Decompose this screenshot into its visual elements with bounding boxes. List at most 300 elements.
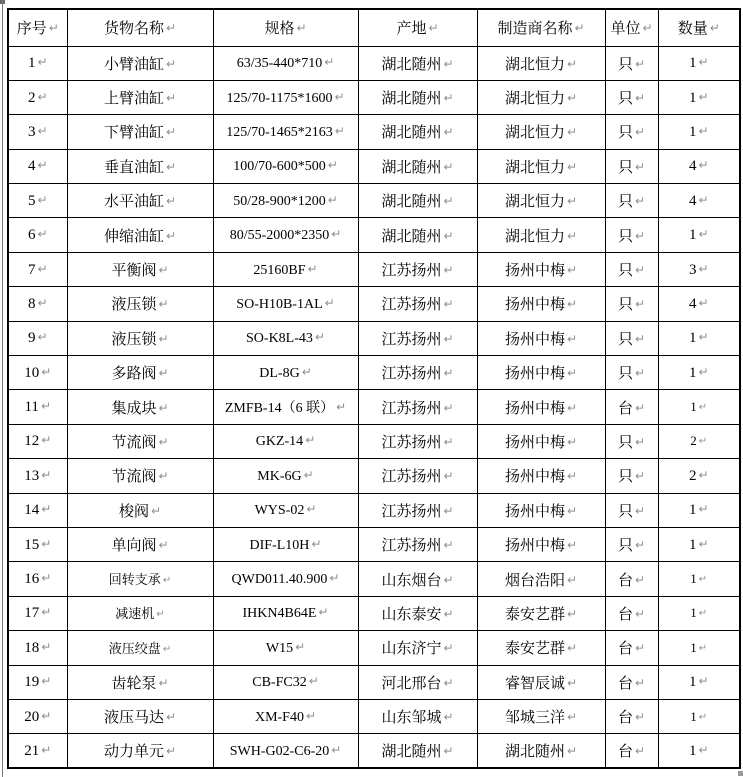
cell-unit-text: 只 bbox=[617, 331, 633, 348]
cell-unit[interactable] bbox=[605, 424, 658, 458]
cell-end-marker-icon: ↵ bbox=[41, 571, 52, 586]
cell-origin[interactable] bbox=[358, 218, 477, 252]
cell-end-marker-icon: ↵ bbox=[634, 159, 646, 174]
cell-end-marker-icon: ↵ bbox=[443, 159, 454, 174]
cell-end-marker-icon: ↵ bbox=[165, 159, 177, 174]
cell-goods-name[interactable] bbox=[67, 493, 213, 527]
cell-serial[interactable] bbox=[8, 390, 67, 424]
header-goods-name-text: 货物名称 bbox=[103, 21, 164, 38]
cell-unit[interactable] bbox=[605, 493, 658, 527]
cell-serial[interactable] bbox=[8, 665, 67, 699]
cell-goods-name[interactable] bbox=[67, 562, 213, 596]
cell-end-marker-icon: ↵ bbox=[165, 194, 177, 209]
cell-origin-text: 湖北随州 bbox=[381, 91, 442, 108]
cell-origin[interactable] bbox=[358, 699, 477, 733]
table-row bbox=[8, 149, 740, 183]
cell-manufacturer-text: 湖北恒力 bbox=[504, 159, 565, 176]
cell-manufacturer[interactable] bbox=[477, 665, 605, 699]
cell-goods-name[interactable] bbox=[67, 424, 213, 458]
cell-origin[interactable] bbox=[358, 562, 477, 596]
cell-quantity-text: 1 bbox=[688, 536, 697, 553]
cell-serial[interactable] bbox=[8, 287, 67, 321]
cell-serial[interactable] bbox=[8, 252, 67, 286]
table-row bbox=[8, 493, 740, 527]
table-row bbox=[8, 390, 740, 424]
cell-goods-name-text: 多路阀 bbox=[111, 366, 157, 383]
cell-serial[interactable] bbox=[8, 356, 67, 390]
cell-end-marker-icon: ↵ bbox=[301, 364, 312, 379]
cell-end-marker-icon: ↵ bbox=[443, 572, 454, 587]
cell-end-marker-icon: ↵ bbox=[295, 639, 306, 654]
cell-end-marker-icon: ↵ bbox=[566, 710, 578, 725]
cell-serial[interactable] bbox=[8, 46, 67, 80]
cell-goods-name[interactable] bbox=[67, 665, 213, 699]
cell-goods-name[interactable] bbox=[67, 699, 213, 733]
cell-unit[interactable] bbox=[605, 149, 658, 183]
cell-spec[interactable] bbox=[213, 493, 358, 527]
header-quantity-text: 数量 bbox=[677, 21, 708, 38]
cell-quantity-text: 1 bbox=[688, 674, 697, 691]
cell-end-marker-icon: ↵ bbox=[698, 364, 709, 379]
cell-end-marker-icon: ↵ bbox=[165, 56, 177, 71]
cell-manufacturer[interactable] bbox=[477, 631, 605, 665]
cell-manufacturer-text: 扬州中梅 bbox=[504, 503, 565, 520]
cell-manufacturer[interactable] bbox=[477, 149, 605, 183]
cell-manufacturer-text: 泰安艺群 bbox=[504, 641, 565, 658]
cell-serial-text: 14 bbox=[24, 502, 40, 519]
header-origin[interactable] bbox=[358, 9, 477, 46]
cell-quantity[interactable] bbox=[658, 218, 740, 252]
cell-origin[interactable] bbox=[358, 252, 477, 286]
cell-end-marker-icon: ↵ bbox=[443, 469, 454, 484]
cell-goods-name[interactable] bbox=[67, 631, 213, 665]
cell-quantity[interactable] bbox=[658, 149, 740, 183]
cell-quantity[interactable] bbox=[658, 424, 740, 458]
cell-origin[interactable] bbox=[358, 356, 477, 390]
cell-manufacturer[interactable] bbox=[477, 734, 605, 768]
cell-spec[interactable] bbox=[213, 46, 358, 80]
cell-end-marker-icon: ↵ bbox=[158, 400, 169, 415]
cell-manufacturer[interactable] bbox=[477, 356, 605, 390]
cell-unit[interactable] bbox=[605, 596, 658, 630]
cell-origin-text: 湖北随州 bbox=[381, 744, 442, 761]
cell-end-marker-icon: ↵ bbox=[41, 639, 52, 654]
cell-manufacturer[interactable] bbox=[477, 390, 605, 424]
cell-quantity-text: 1 bbox=[688, 55, 697, 72]
cell-goods-name[interactable] bbox=[67, 734, 213, 768]
cell-unit[interactable] bbox=[605, 699, 658, 733]
cell-end-marker-icon: ↵ bbox=[41, 364, 52, 379]
cell-origin[interactable] bbox=[358, 287, 477, 321]
cell-quantity[interactable] bbox=[658, 596, 740, 630]
cell-end-marker-icon: ↵ bbox=[165, 744, 177, 759]
cell-end-marker-icon: ↵ bbox=[334, 89, 345, 104]
cell-unit[interactable] bbox=[605, 356, 658, 390]
cell-goods-name[interactable] bbox=[67, 596, 213, 630]
cell-end-marker-icon: ↵ bbox=[634, 194, 646, 209]
cell-spec-text: ZMFB-14（6 联） bbox=[224, 401, 335, 417]
cell-origin[interactable] bbox=[358, 321, 477, 355]
cell-quantity[interactable] bbox=[658, 252, 740, 286]
cell-unit[interactable] bbox=[605, 734, 658, 768]
header-serial[interactable] bbox=[8, 9, 67, 46]
table-row bbox=[8, 631, 740, 665]
table-row bbox=[8, 562, 740, 596]
cell-goods-name[interactable] bbox=[67, 80, 213, 114]
cell-serial[interactable] bbox=[8, 149, 67, 183]
cell-quantity-text: 4 bbox=[688, 158, 697, 175]
cell-serial[interactable] bbox=[8, 321, 67, 355]
header-origin-text: 产地 bbox=[396, 21, 427, 38]
cell-goods-name[interactable] bbox=[67, 321, 213, 355]
cell-origin[interactable] bbox=[358, 596, 477, 630]
cell-unit[interactable] bbox=[605, 631, 658, 665]
cell-quantity[interactable] bbox=[658, 287, 740, 321]
cell-spec-text: CB-FC32 bbox=[252, 675, 307, 691]
cell-quantity[interactable] bbox=[658, 80, 740, 114]
cell-manufacturer[interactable] bbox=[477, 46, 605, 80]
cell-spec-text: SO-K8L-43 bbox=[246, 331, 313, 347]
cell-goods-name[interactable] bbox=[67, 149, 213, 183]
cell-origin[interactable] bbox=[358, 80, 477, 114]
cell-goods-name-text: 单向阀 bbox=[111, 538, 157, 555]
cell-serial-text: 17 bbox=[24, 605, 40, 622]
cell-unit-text: 台 bbox=[617, 744, 633, 761]
header-unit[interactable] bbox=[605, 9, 658, 46]
cell-quantity-text: 4 bbox=[688, 295, 697, 312]
cell-manufacturer[interactable] bbox=[477, 527, 605, 561]
cell-quantity[interactable] bbox=[658, 699, 740, 733]
cell-origin-text: 湖北随州 bbox=[381, 159, 442, 176]
cell-spec[interactable] bbox=[213, 631, 358, 665]
cell-unit[interactable] bbox=[605, 665, 658, 699]
cell-goods-name[interactable] bbox=[67, 287, 213, 321]
cell-manufacturer[interactable] bbox=[477, 562, 605, 596]
cell-manufacturer[interactable] bbox=[477, 184, 605, 218]
cell-unit[interactable] bbox=[605, 80, 658, 114]
cell-unit[interactable] bbox=[605, 184, 658, 218]
cell-unit[interactable] bbox=[605, 252, 658, 286]
cell-unit[interactable] bbox=[605, 390, 658, 424]
cell-spec[interactable] bbox=[213, 699, 358, 733]
cell-serial-text: 7 bbox=[27, 261, 36, 278]
cell-quantity[interactable] bbox=[658, 184, 740, 218]
table-row bbox=[8, 46, 740, 80]
cell-manufacturer-text: 泰安艺群 bbox=[504, 606, 565, 623]
cell-manufacturer[interactable] bbox=[477, 699, 605, 733]
cell-spec[interactable] bbox=[213, 287, 358, 321]
cell-unit-text: 台 bbox=[617, 641, 633, 658]
cell-origin-text: 山东烟台 bbox=[381, 572, 442, 589]
cell-serial[interactable] bbox=[8, 115, 67, 149]
cell-origin-text: 山东邹城 bbox=[381, 710, 442, 727]
cell-unit-text: 只 bbox=[617, 125, 633, 142]
cell-end-marker-icon: ↵ bbox=[566, 400, 578, 415]
cell-origin[interactable] bbox=[358, 184, 477, 218]
cell-origin[interactable] bbox=[358, 424, 477, 458]
cell-end-marker-icon: ↵ bbox=[634, 503, 646, 518]
table-row bbox=[8, 321, 740, 355]
cell-origin-text: 江苏扬州 bbox=[381, 538, 442, 555]
cell-unit[interactable] bbox=[605, 562, 658, 596]
cell-end-marker-icon: ↵ bbox=[156, 609, 165, 621]
cell-spec-text: 125/70-1175*1600 bbox=[226, 90, 333, 106]
cell-end-marker-icon: ↵ bbox=[306, 502, 317, 517]
cell-goods-name-text: 集成块 bbox=[111, 400, 157, 417]
cell-manufacturer[interactable] bbox=[477, 321, 605, 355]
cell-end-marker-icon: ↵ bbox=[698, 467, 709, 482]
cell-quantity[interactable] bbox=[658, 115, 740, 149]
cell-serial[interactable] bbox=[8, 562, 67, 596]
cell-goods-name-text: 下臂油缸 bbox=[103, 125, 164, 142]
cell-manufacturer-text: 邹城三洋 bbox=[504, 710, 565, 727]
cell-serial-text: 11 bbox=[24, 399, 39, 416]
cell-end-marker-icon: ↵ bbox=[37, 227, 48, 242]
cell-manufacturer[interactable] bbox=[477, 80, 605, 114]
cell-end-marker-icon: ↵ bbox=[37, 55, 48, 70]
cell-goods-name[interactable] bbox=[67, 252, 213, 286]
cell-serial-text: 9 bbox=[27, 330, 36, 347]
cell-origin-text: 江苏扬州 bbox=[381, 469, 442, 486]
cell-spec-text: SWH-G02-C6-20 bbox=[229, 743, 330, 759]
cell-spec[interactable] bbox=[213, 252, 358, 286]
cell-end-marker-icon: ↵ bbox=[41, 742, 52, 757]
cell-quantity[interactable] bbox=[658, 46, 740, 80]
cell-end-marker-icon: ↵ bbox=[698, 89, 709, 104]
cell-quantity-text: 1 bbox=[688, 330, 697, 347]
cell-unit-text: 只 bbox=[617, 434, 633, 451]
cell-end-marker-icon: ↵ bbox=[443, 606, 454, 621]
cell-end-marker-icon: ↵ bbox=[41, 605, 52, 620]
cell-spec-text: DL-8G bbox=[259, 365, 300, 381]
cell-serial-text: 2 bbox=[27, 89, 36, 106]
cell-end-marker-icon: ↵ bbox=[443, 641, 454, 656]
cell-serial[interactable] bbox=[8, 218, 67, 252]
cell-spec[interactable] bbox=[213, 80, 358, 114]
cell-goods-name[interactable] bbox=[67, 46, 213, 80]
cell-goods-name[interactable] bbox=[67, 115, 213, 149]
cell-spec[interactable] bbox=[213, 459, 358, 493]
cell-serial[interactable] bbox=[8, 80, 67, 114]
cell-goods-name-text: 液压锁 bbox=[111, 331, 157, 348]
cell-end-marker-icon: ↵ bbox=[698, 402, 708, 414]
table-row bbox=[8, 665, 740, 699]
cell-quantity[interactable] bbox=[658, 321, 740, 355]
cell-quantity[interactable] bbox=[658, 734, 740, 768]
cell-end-marker-icon: ↵ bbox=[303, 467, 314, 482]
cell-end-marker-icon: ↵ bbox=[698, 192, 709, 207]
cell-quantity[interactable] bbox=[658, 562, 740, 596]
cell-spec[interactable] bbox=[213, 527, 358, 561]
cell-end-marker-icon: ↵ bbox=[698, 330, 709, 345]
cell-end-marker-icon: ↵ bbox=[566, 641, 578, 656]
cell-manufacturer[interactable] bbox=[477, 459, 605, 493]
cell-origin[interactable] bbox=[358, 734, 477, 768]
cell-origin[interactable] bbox=[358, 527, 477, 561]
cell-spec[interactable] bbox=[213, 218, 358, 252]
text-boundary-line bbox=[2, 0, 3, 777]
cell-origin[interactable] bbox=[358, 459, 477, 493]
cell-quantity[interactable] bbox=[658, 665, 740, 699]
cell-quantity-text: 1 bbox=[688, 364, 697, 381]
cell-serial[interactable] bbox=[8, 734, 67, 768]
cell-end-marker-icon: ↵ bbox=[566, 572, 578, 587]
cell-goods-name-text: 上臂油缸 bbox=[103, 91, 164, 108]
table-row bbox=[8, 734, 740, 768]
cell-end-marker-icon: ↵ bbox=[443, 331, 454, 346]
cell-spec[interactable] bbox=[213, 321, 358, 355]
cell-end-marker-icon: ↵ bbox=[162, 643, 172, 655]
cell-serial-text: 3 bbox=[27, 123, 36, 140]
cell-serial-text: 12 bbox=[24, 433, 40, 450]
cell-manufacturer-text: 扬州中梅 bbox=[504, 297, 565, 314]
cell-quantity-text: 1 bbox=[690, 708, 697, 724]
cell-quantity[interactable] bbox=[658, 631, 740, 665]
cell-spec[interactable] bbox=[213, 390, 358, 424]
cell-end-marker-icon: ↵ bbox=[634, 606, 646, 621]
cell-quantity-text: 1 bbox=[690, 399, 697, 415]
cell-spec[interactable] bbox=[213, 149, 358, 183]
cell-end-marker-icon: ↵ bbox=[327, 158, 338, 173]
cell-origin[interactable] bbox=[358, 390, 477, 424]
cell-quantity[interactable] bbox=[658, 459, 740, 493]
cell-unit-text: 只 bbox=[617, 263, 633, 280]
cell-spec[interactable] bbox=[213, 184, 358, 218]
cell-manufacturer[interactable] bbox=[477, 287, 605, 321]
cell-serial[interactable] bbox=[8, 596, 67, 630]
cell-serial[interactable] bbox=[8, 459, 67, 493]
cell-goods-name[interactable] bbox=[67, 390, 213, 424]
cell-end-marker-icon: ↵ bbox=[41, 467, 52, 482]
cell-manufacturer[interactable] bbox=[477, 252, 605, 286]
cell-serial[interactable] bbox=[8, 424, 67, 458]
cell-serial[interactable] bbox=[8, 699, 67, 733]
cell-quantity[interactable] bbox=[658, 390, 740, 424]
cell-end-marker-icon: ↵ bbox=[307, 261, 318, 276]
cell-end-marker-icon: ↵ bbox=[37, 158, 48, 173]
cell-manufacturer[interactable] bbox=[477, 424, 605, 458]
cell-end-marker-icon: ↵ bbox=[566, 194, 578, 209]
cell-end-marker-icon: ↵ bbox=[443, 400, 454, 415]
cell-quantity-text: 1 bbox=[688, 89, 697, 106]
cell-end-marker-icon: ↵ bbox=[698, 123, 709, 138]
cell-goods-name-text: 节流阀 bbox=[111, 434, 157, 451]
cell-end-marker-icon: ↵ bbox=[165, 710, 177, 725]
cell-serial-text: 1 bbox=[27, 55, 36, 72]
cell-end-marker-icon: ↵ bbox=[443, 675, 454, 690]
cell-goods-name-text: 齿轮泵 bbox=[111, 675, 157, 692]
cell-manufacturer[interactable] bbox=[477, 115, 605, 149]
cell-spec[interactable] bbox=[213, 115, 358, 149]
cell-quantity[interactable] bbox=[658, 493, 740, 527]
cell-origin[interactable] bbox=[358, 631, 477, 665]
cell-end-marker-icon: ↵ bbox=[698, 536, 709, 551]
cell-end-marker-icon: ↵ bbox=[443, 538, 454, 553]
cell-origin[interactable] bbox=[358, 665, 477, 699]
cell-serial[interactable] bbox=[8, 631, 67, 665]
cell-unit[interactable] bbox=[605, 527, 658, 561]
cell-origin[interactable] bbox=[358, 493, 477, 527]
cell-spec[interactable] bbox=[213, 596, 358, 630]
cell-origin[interactable] bbox=[358, 46, 477, 80]
cell-unit-text: 只 bbox=[617, 538, 633, 555]
cell-end-marker-icon: ↵ bbox=[634, 710, 646, 725]
table-resize-handle[interactable] bbox=[738, 771, 743, 776]
cell-end-marker-icon: ↵ bbox=[698, 711, 708, 723]
cell-end-marker-icon: ↵ bbox=[642, 21, 653, 36]
cell-spec[interactable] bbox=[213, 356, 358, 390]
header-spec[interactable] bbox=[213, 9, 358, 46]
table-row bbox=[8, 699, 740, 733]
cell-manufacturer[interactable] bbox=[477, 493, 605, 527]
cell-end-marker-icon: ↵ bbox=[698, 295, 709, 310]
cell-unit[interactable] bbox=[605, 287, 658, 321]
cell-serial-text: 4 bbox=[27, 158, 36, 175]
cell-end-marker-icon: ↵ bbox=[41, 536, 52, 551]
cell-goods-name[interactable] bbox=[67, 527, 213, 561]
cell-end-marker-icon: ↵ bbox=[324, 295, 335, 310]
cell-unit[interactable] bbox=[605, 459, 658, 493]
header-manufacturer[interactable] bbox=[477, 9, 605, 46]
cell-goods-name[interactable] bbox=[67, 218, 213, 252]
cell-end-marker-icon: ↵ bbox=[566, 503, 578, 518]
cell-spec[interactable] bbox=[213, 734, 358, 768]
cell-goods-name[interactable] bbox=[67, 184, 213, 218]
cell-end-marker-icon: ↵ bbox=[443, 263, 454, 278]
cell-spec-text: QWD011.40.900 bbox=[231, 572, 328, 588]
cell-unit[interactable] bbox=[605, 46, 658, 80]
cell-quantity[interactable] bbox=[658, 527, 740, 561]
cell-manufacturer[interactable] bbox=[477, 218, 605, 252]
cell-serial[interactable] bbox=[8, 527, 67, 561]
cell-goods-name-text: 水平油缸 bbox=[103, 194, 164, 211]
cell-serial[interactable] bbox=[8, 184, 67, 218]
cell-unit-text: 台 bbox=[617, 572, 633, 589]
cell-end-marker-icon: ↵ bbox=[566, 228, 578, 243]
cell-unit[interactable] bbox=[605, 321, 658, 355]
cell-goods-name-text: 小臂油缸 bbox=[103, 56, 164, 73]
header-quantity[interactable] bbox=[658, 9, 740, 46]
cell-quantity-text: 1 bbox=[690, 639, 697, 655]
cell-spec[interactable] bbox=[213, 665, 358, 699]
cell-end-marker-icon: ↵ bbox=[443, 744, 454, 759]
cell-unit[interactable] bbox=[605, 218, 658, 252]
cell-origin[interactable] bbox=[358, 149, 477, 183]
cell-spec[interactable] bbox=[213, 424, 358, 458]
cell-end-marker-icon: ↵ bbox=[41, 502, 52, 517]
cell-spec[interactable] bbox=[213, 562, 358, 596]
cell-end-marker-icon: ↵ bbox=[158, 297, 169, 312]
cell-manufacturer-text: 扬州中梅 bbox=[504, 331, 565, 348]
cell-end-marker-icon: ↵ bbox=[428, 21, 439, 36]
cell-goods-name-text: 动力单元 bbox=[103, 744, 164, 761]
cell-manufacturer[interactable] bbox=[477, 596, 605, 630]
cell-end-marker-icon: ↵ bbox=[634, 56, 646, 71]
cell-origin[interactable] bbox=[358, 115, 477, 149]
cell-spec-text: 50/28-900*1200 bbox=[233, 193, 326, 209]
header-goods-name[interactable] bbox=[67, 9, 213, 46]
cell-unit[interactable] bbox=[605, 115, 658, 149]
cell-serial[interactable] bbox=[8, 493, 67, 527]
cell-goods-name[interactable] bbox=[67, 356, 213, 390]
cell-goods-name[interactable] bbox=[67, 459, 213, 493]
cell-quantity[interactable] bbox=[658, 356, 740, 390]
cell-serial-text: 21 bbox=[24, 742, 40, 759]
cell-end-marker-icon: ↵ bbox=[37, 192, 48, 207]
cell-end-marker-icon: ↵ bbox=[634, 228, 646, 243]
table-row bbox=[8, 424, 740, 458]
cell-end-marker-icon: ↵ bbox=[48, 21, 59, 36]
